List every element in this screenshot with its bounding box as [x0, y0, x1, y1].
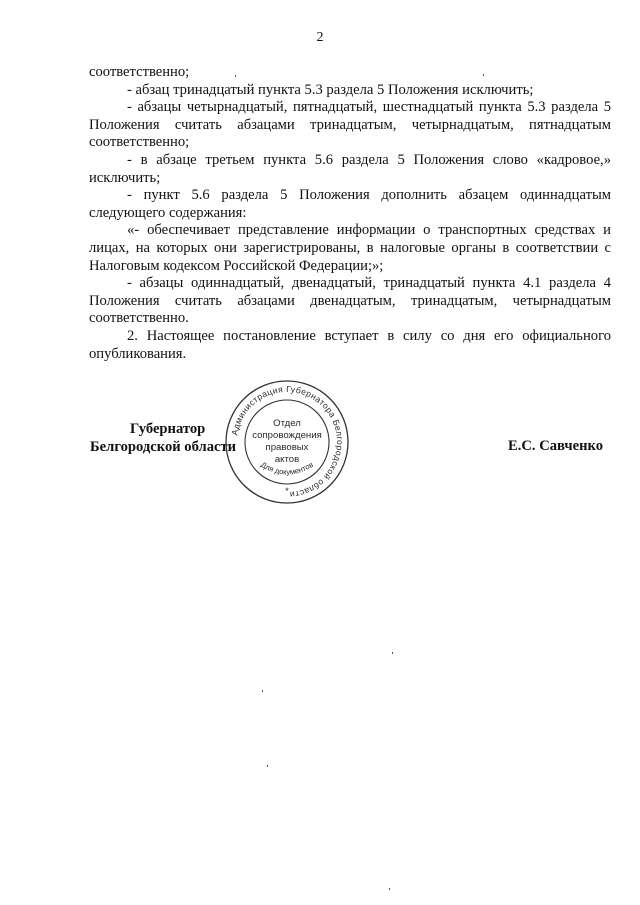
- signature-title: [90, 420, 236, 456]
- paragraph: - абзацы одиннадцатый, двенадцатый, тринадцатый пункта 4.1 раздела 4 Положения считать абзацами двенадцатым, тринадцатым, четырнадцатым соответственно.: [89, 275, 611, 327]
- scan-speck: [235, 75, 236, 77]
- paragraph: 2. Настоящее постановление вступает в силу со дня его официального опубликования.: [89, 327, 611, 362]
- stamp-center-line: правовых: [265, 442, 309, 453]
- paragraph: - пункт 5.6 раздела 5 Положения дополнить абзацем одиннадцатым следующего содержания:: [89, 187, 611, 221]
- document-body: [89, 64, 611, 363]
- paragraph: соответственно;: [89, 64, 190, 80]
- paragraph: - абзац тринадцатый пункта 5.3 раздела 5 Положения исключить;: [127, 81, 534, 98]
- stamp-center-line: Отдел: [273, 418, 301, 429]
- scan-speck: [267, 765, 268, 767]
- signature-title-line1: Губернатор: [130, 421, 206, 437]
- stamp-ring-text: Администрация Губернатора Белгородской области: [229, 383, 346, 500]
- official-stamp: [222, 377, 352, 507]
- stamp-center-line: актов: [274, 454, 300, 465]
- paragraph: - в абзаце третьем пункта 5.6 раздела 5 Положения слово «кадровое,» исключить;: [89, 151, 611, 186]
- stamp-star-icon: *: [285, 486, 289, 496]
- signature-name: Е.С. Савченко: [508, 438, 604, 454]
- scan-speck: [262, 690, 263, 692]
- signature-title-line2: Белгородской области: [90, 439, 237, 455]
- scan-speck: [483, 74, 484, 76]
- paragraph: «- обеспечивает представление информации о транспортных средствах и лицах, на которых они зарегистрированы, в налоговые органы в соответствии с Налоговым кодексом Российской Федерации;»;: [89, 222, 611, 274]
- paragraph: - абзацы четырнадцатый, пятнадцатый, шестнадцатый пункта 5.3 раздела 5 Положения считать абзацами тринадцатым, четырнадцатым, пятнадцатым соответственно;: [89, 99, 611, 151]
- scan-speck: [392, 652, 393, 654]
- page-number: 2: [316, 30, 324, 45]
- stamp-center-line: сопровождения: [252, 430, 322, 441]
- scan-speck: [389, 888, 390, 890]
- stamp-bottom-text: Для документов: [259, 460, 315, 477]
